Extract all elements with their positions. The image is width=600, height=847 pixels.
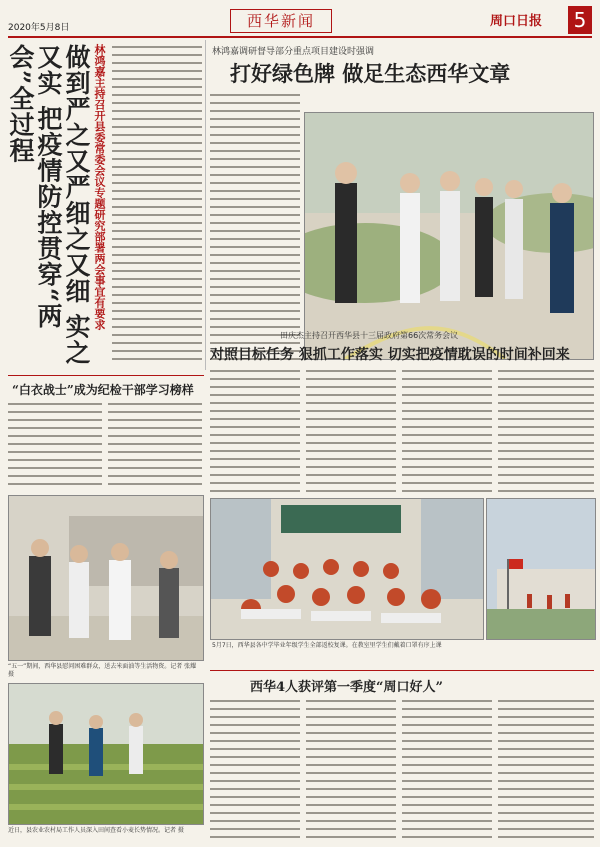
meeting-article-body-3 (402, 368, 492, 492)
classroom-photo-caption: 5月7日，西华县各中学毕业年级学生全部返校复课。在教室里学生们戴着口罩有序上课 (212, 642, 442, 649)
newspaper-logo: 周口日报 (490, 14, 543, 29)
farm-article (210, 40, 594, 360)
bottom-article-body-3 (402, 698, 492, 838)
bottom-article-body-2 (306, 698, 396, 838)
left-article (8, 375, 204, 845)
meeting-article-body-1 (210, 368, 300, 492)
condolence-photo-caption: “五一”期间，西华县慰问困难群众，送去米面油等生活物资。记者 张耀 摄 (8, 663, 197, 678)
meeting-article-body-2 (306, 368, 396, 492)
wheat-field-image (9, 684, 203, 824)
classroom-photo (210, 498, 484, 640)
page-number: 5 (568, 6, 592, 34)
condolence-visit-photo (8, 495, 204, 661)
issue-date: 2020年5月8日 (8, 23, 70, 33)
school-building-image (487, 499, 595, 639)
bottom-article-body-1 (210, 698, 300, 838)
school-building-photo (486, 498, 596, 640)
left-article-body-1 (8, 401, 102, 491)
classroom-image (211, 499, 483, 639)
meeting-article-headline: 对照目标任务 狠抓工作落实 切实把疫情耽误的时间补回来 (210, 347, 570, 363)
main-article (8, 40, 108, 370)
bottom-article-headline: 西华4人获评第一季度“周口好人” (250, 680, 444, 695)
page-header (8, 6, 592, 38)
left-article-body-2 (108, 401, 202, 491)
meeting-article-kicker: 田庆杰主持召开西华县十三届政府第66次常务会议 (280, 331, 459, 340)
main-article-subhead: 林鸿嘉主持召开县委常委会议专题研究部署两会事宜有要求 (93, 44, 106, 330)
farm-inspection-image (305, 113, 593, 359)
main-article-headline: 做到严之又严细之又细 实之又实 把疫情防控贯穿“两会”全过程 (6, 44, 91, 366)
section-masthead: 西华新闻 (230, 9, 332, 33)
wheat-photo-caption: 近日，县农业农村局工作人员深入田间查看小麦长势情况。记者 摄 (8, 827, 184, 834)
condolence-visit-image (9, 496, 203, 660)
left-article-headline: “白衣战士”成为纪检干部学习榜样 (12, 383, 194, 397)
wheat-field-photo (8, 683, 204, 825)
main-article-body (112, 44, 202, 364)
farm-article-kicker: 林鸿嘉调研督导部分重点项目建设时强调 (212, 47, 375, 57)
farm-inspection-photo (304, 112, 594, 360)
meeting-article (210, 328, 594, 668)
bottom-article-body-4 (498, 698, 594, 838)
farm-article-headline: 打好绿色牌 做足生态西华文章 (230, 61, 511, 86)
bottom-article (210, 670, 594, 842)
farm-article-body (210, 92, 300, 362)
meeting-article-body-4 (498, 368, 594, 492)
